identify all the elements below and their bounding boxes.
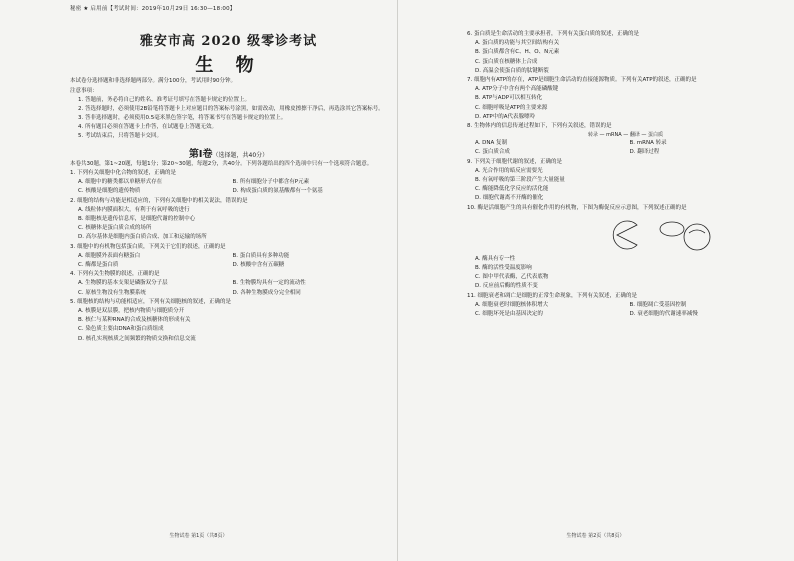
question-stem: 1. 下列有关细胞中化合物的叙述，正确的是	[70, 170, 176, 176]
option: A. 线粒体内膜面积大，有利于有氧呼吸的进行	[78, 206, 190, 213]
exam-header: 秘密 ★ 启用前【考试时间：2019年10月29日 16:30—18:00】	[70, 6, 236, 12]
option: C. 酶都是蛋白质	[78, 262, 119, 269]
option: A. 光合作用的暗反应需要光	[475, 167, 543, 174]
question-stem: 3. 细胞中的有机物包括蛋白质，下列关于它们的叙述，正确的是	[70, 243, 226, 250]
left-questions	[70, 169, 387, 344]
option: D. 构成蛋白质的氨基酸都有一个氨基	[232, 188, 323, 195]
page-right	[397, 0, 794, 561]
option-row	[70, 289, 387, 298]
option-row	[467, 148, 784, 157]
question-stem: 5. 细胞核的结构与功能相适应，下列有关细胞核的叙述，正确的是	[70, 298, 231, 305]
notes-list	[70, 96, 387, 141]
option: D. 核酸中含有五碳糖	[232, 262, 285, 269]
option: D. 各种生物膜成分完全相同	[232, 289, 301, 296]
option: D. 衰老细胞的代谢速率减慢	[629, 311, 698, 318]
option: B. ATP与ADP可以相互转化	[475, 95, 543, 102]
option: C. 图中甲代表酶，乙代表底物	[475, 274, 549, 281]
option: A. 生物膜的基本支架是磷脂双分子层	[78, 280, 168, 287]
option: A. 酶具有专一性	[475, 255, 516, 262]
option: B. 生物膜均具有一定的流动性	[232, 280, 306, 287]
exam-intro: 本试卷分选择题和非选择题两部分。满分100分，考试用时90分钟。	[70, 78, 236, 84]
option: B. 酶的活性受温度影响	[475, 265, 532, 272]
enzyme-diagram	[467, 213, 784, 255]
option: C. 细胞坏死是由基因决定的	[475, 311, 543, 318]
option-row	[70, 187, 387, 196]
option-row	[70, 178, 387, 187]
option: C. 蛋白质在核糖体上合成	[475, 58, 538, 65]
option: C. 蛋白质合成	[475, 149, 510, 156]
exam-title: 雅安市高 2020 级零诊考试	[139, 34, 318, 49]
question-stem: 8. 生物体内的信息传递过程如下，下列有关叙述，错误的是	[467, 123, 612, 130]
option: A. 蛋白质的功能与其空间结构有关	[475, 40, 560, 47]
note-item: 5. 考试结束后，只将答题卡交回。	[78, 133, 162, 139]
option: D. 核孔实现核质之间频繁的物质交换和信息交流	[78, 335, 196, 342]
option: C. 原核生物没有生物膜系统	[78, 289, 146, 296]
option-row	[467, 139, 784, 148]
option: B. 所有细胞分子中都含有P元素	[232, 179, 310, 186]
option: D. 细胞代谢离不开酶的催化	[475, 195, 544, 202]
question-stem: 2. 细胞的结构与功能是相适应的，下列有关细胞中的相关说法，错误的是	[70, 197, 248, 204]
question-stem: 9. 下列关于细胞代谢的叙述，正确的是	[467, 158, 562, 165]
option-row	[70, 252, 387, 261]
option: D. 反应前后酶的性质不变	[475, 283, 538, 290]
exam-subject: 生 物	[195, 55, 262, 76]
option: C. 核糖体是蛋白质合成的场所	[78, 225, 152, 232]
page-footer-left: 生物试卷 第1页（共8页）	[169, 533, 228, 539]
option-row	[467, 301, 784, 310]
question-stem: 10. 酶是活细胞产生的具有催化作用的有机物，下图为酶促反应示意图，下列叙述正确的是	[467, 204, 687, 211]
question-stem: 11. 细胞衰老和凋亡是细胞的正常生命现象，下列有关叙述，正确的是	[467, 292, 637, 299]
section-title: 第Ⅰ卷（选择题，共40分）	[188, 149, 269, 160]
page-footer-right: 生物试卷 第2页（共8页）	[566, 533, 625, 539]
note-item: 4. 所有题目必须在答题卡上作答，在试题卷上答题无效。	[78, 124, 217, 130]
option: C. 核酸是细胞的遗传物质	[78, 188, 141, 195]
option: C. 酶能降低化学反应的活化能	[475, 186, 549, 193]
option: C. 细胞呼吸是ATP的主要来源	[475, 104, 548, 111]
option: B. 有氧呼吸的第三阶段产生大量能量	[475, 177, 565, 184]
note-item: 3. 答非选择题时，必须使用0.5毫米黑色签字笔，将答案书写在答题卡规定的位置上。	[78, 115, 287, 121]
option: B. 细胞凋亡受基因控制	[629, 301, 687, 308]
option-row	[70, 261, 387, 270]
option-row	[70, 279, 387, 288]
question-stem: 7. 细胞内有ATP的存在，ATP是细胞生命活动的直接能源物质。下列有关ATP的叙述，正确的是	[467, 77, 697, 84]
flow-diagram-text: 转录 — mRNA — 翻译 — 蛋白质	[587, 132, 664, 139]
option: B. 蛋白质都含有C、H、O、N元素	[475, 49, 560, 56]
option: D. ATP中的A代表腺嘌呤	[475, 113, 536, 120]
notes-heading: 注意事项：	[70, 88, 98, 94]
question-stem: 6. 蛋白质是生命活动的主要承担者，下列有关蛋白质的叙述，正确的是	[467, 31, 639, 37]
option: B. 核仁与某种RNA的合成及核糖体的形成有关	[78, 317, 191, 324]
option: A. 核膜是双层膜，把核内物质与细胞质分开	[78, 308, 185, 315]
option: C. 染色质主要由DNA和蛋白质组成	[78, 326, 164, 333]
option: A. 细胞中的糖类都以单糖形式存在	[78, 179, 163, 186]
option: D. 翻译过程	[629, 149, 660, 156]
section-note: 本卷共30题，第1~20题，每题1分；第20~30题，每题2分，共40分。下列各题给出的四个选项中只有一个选项符合题意。	[70, 161, 373, 167]
option: A. DNA 复制	[475, 140, 508, 147]
option: B. 蛋白质具有多种功能	[232, 252, 290, 259]
note-item: 1. 答题前，务必将自己的姓名、准考证号填写在答题卡规定的位置上。	[78, 97, 250, 103]
option: D. 高温会使蛋白质的肽键断裂	[475, 67, 549, 74]
option: A. ATP分子中含有两个高能磷酸键	[475, 86, 559, 93]
option: B. mRNA 转录	[629, 140, 667, 147]
option-row	[467, 310, 784, 319]
right-questions	[467, 30, 784, 319]
option: A. 细胞膜外表面有糖蛋白	[78, 252, 141, 259]
question-stem: 4. 下列有关生物膜的叙述，正确的是	[70, 271, 160, 278]
note-item: 2. 答选择题时，必须使用2B铅笔将答题卡上对应题目的答案标号涂黑，如需改动，用橡皮擦擦干净后，再选涂其它答案标号。	[78, 106, 384, 112]
option: A. 细胞衰老时细胞核体积增大	[475, 301, 549, 308]
option: B. 细胞核是遗传信息库，是细胞代谢的控制中心	[78, 216, 196, 223]
option: D. 高尔基体是细胞内蛋白质合成、加工和运输的场所	[78, 234, 207, 241]
